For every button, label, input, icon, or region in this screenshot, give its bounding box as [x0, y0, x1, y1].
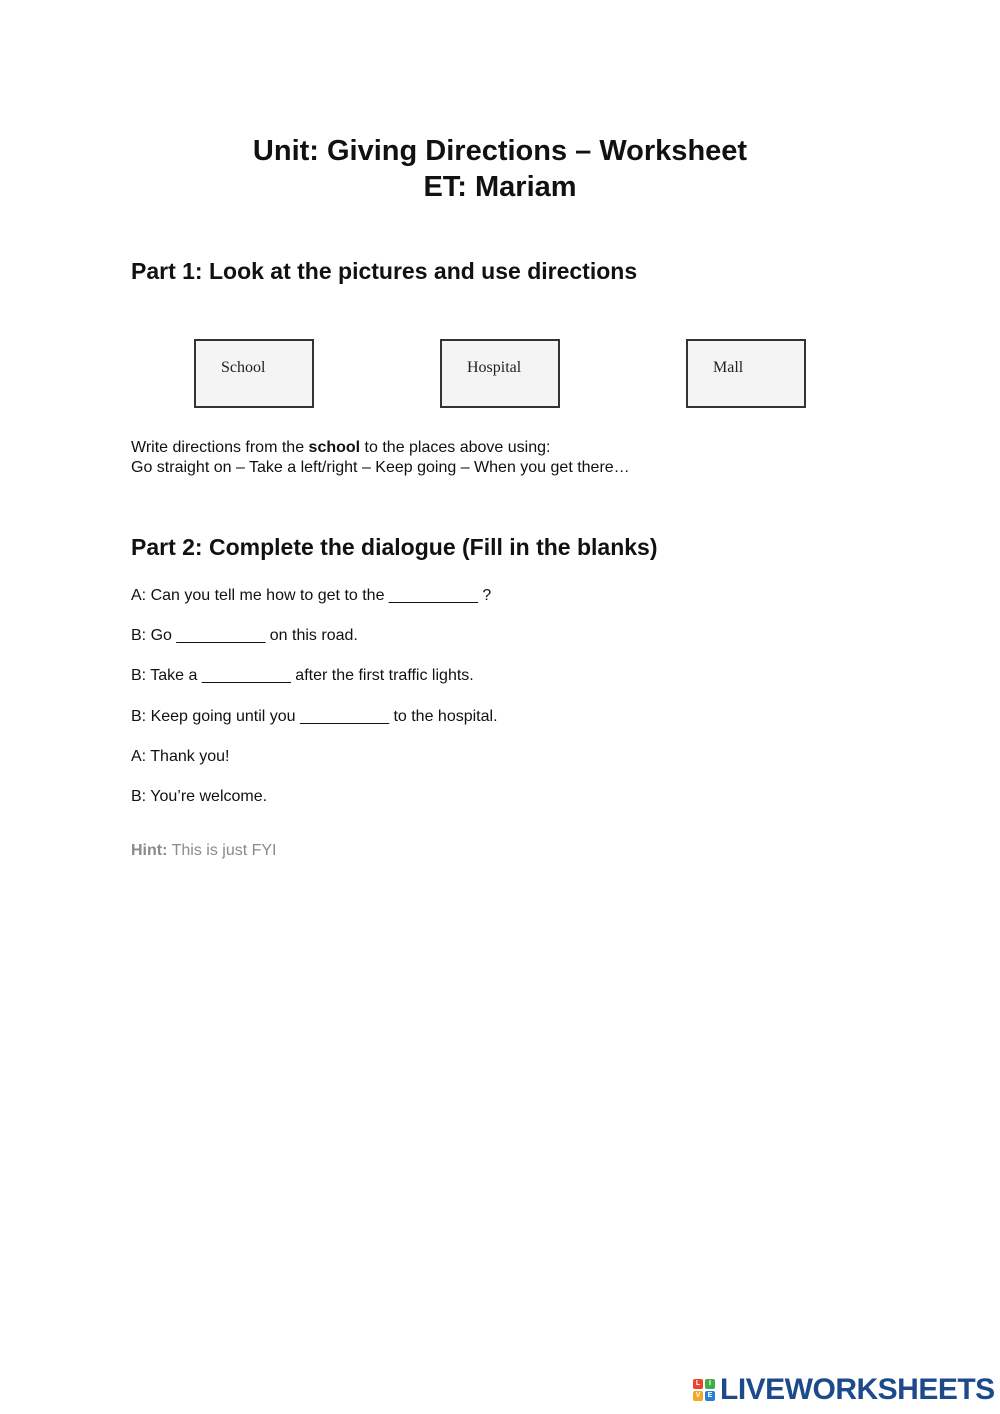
logo-square: E	[705, 1391, 715, 1401]
place-label: School	[221, 359, 266, 376]
logo-brand-text: LIVEWORKSHEETS	[720, 1373, 995, 1406]
logo-square: I	[705, 1379, 715, 1389]
dialogue-line: B: You’re welcome.	[131, 788, 268, 805]
instruction-bold-word: school	[308, 439, 361, 456]
hint-note	[131, 841, 277, 861]
logo-square: L	[693, 1379, 703, 1389]
place-box-mall	[686, 339, 806, 408]
place-label: Hospital	[467, 359, 522, 376]
direction-phrases: Go straight on – Take a left/right – Keep going – When you get there…	[131, 459, 630, 476]
logo-square: V	[693, 1391, 703, 1401]
teacher-name: ET: Mariam	[423, 171, 577, 203]
part1-heading: Part 1: Look at the pictures and use directions	[131, 258, 638, 284]
part2-heading: Part 2: Complete the dialogue (Fill in the blanks)	[131, 534, 658, 560]
instruction-text: to the places above using:	[360, 439, 551, 456]
dialogue-line: B: Take a __________ after the first traffic lights.	[131, 667, 474, 684]
logo-mark-icon	[692, 1378, 716, 1402]
worksheet-title: Unit: Giving Directions – Worksheet	[252, 135, 748, 167]
dialogue-line: A: Thank you!	[131, 748, 230, 765]
liveworksheets-logo	[692, 1373, 995, 1407]
dialogue-line: B: Go __________ on this road.	[131, 627, 358, 644]
dialogue-line: A: Can you tell me how to get to the __________ ?	[131, 587, 492, 604]
part1-instruction	[131, 438, 550, 458]
place-box-school	[194, 339, 314, 408]
instruction-text: Write directions from the	[131, 439, 309, 456]
place-box-hospital	[440, 339, 560, 408]
dialogue-line: B: Keep going until you __________ to the hospital.	[131, 708, 498, 725]
hint-text: This is just FYI	[167, 842, 277, 859]
hint-label: Hint:	[131, 842, 168, 859]
place-label: Mall	[713, 359, 744, 376]
